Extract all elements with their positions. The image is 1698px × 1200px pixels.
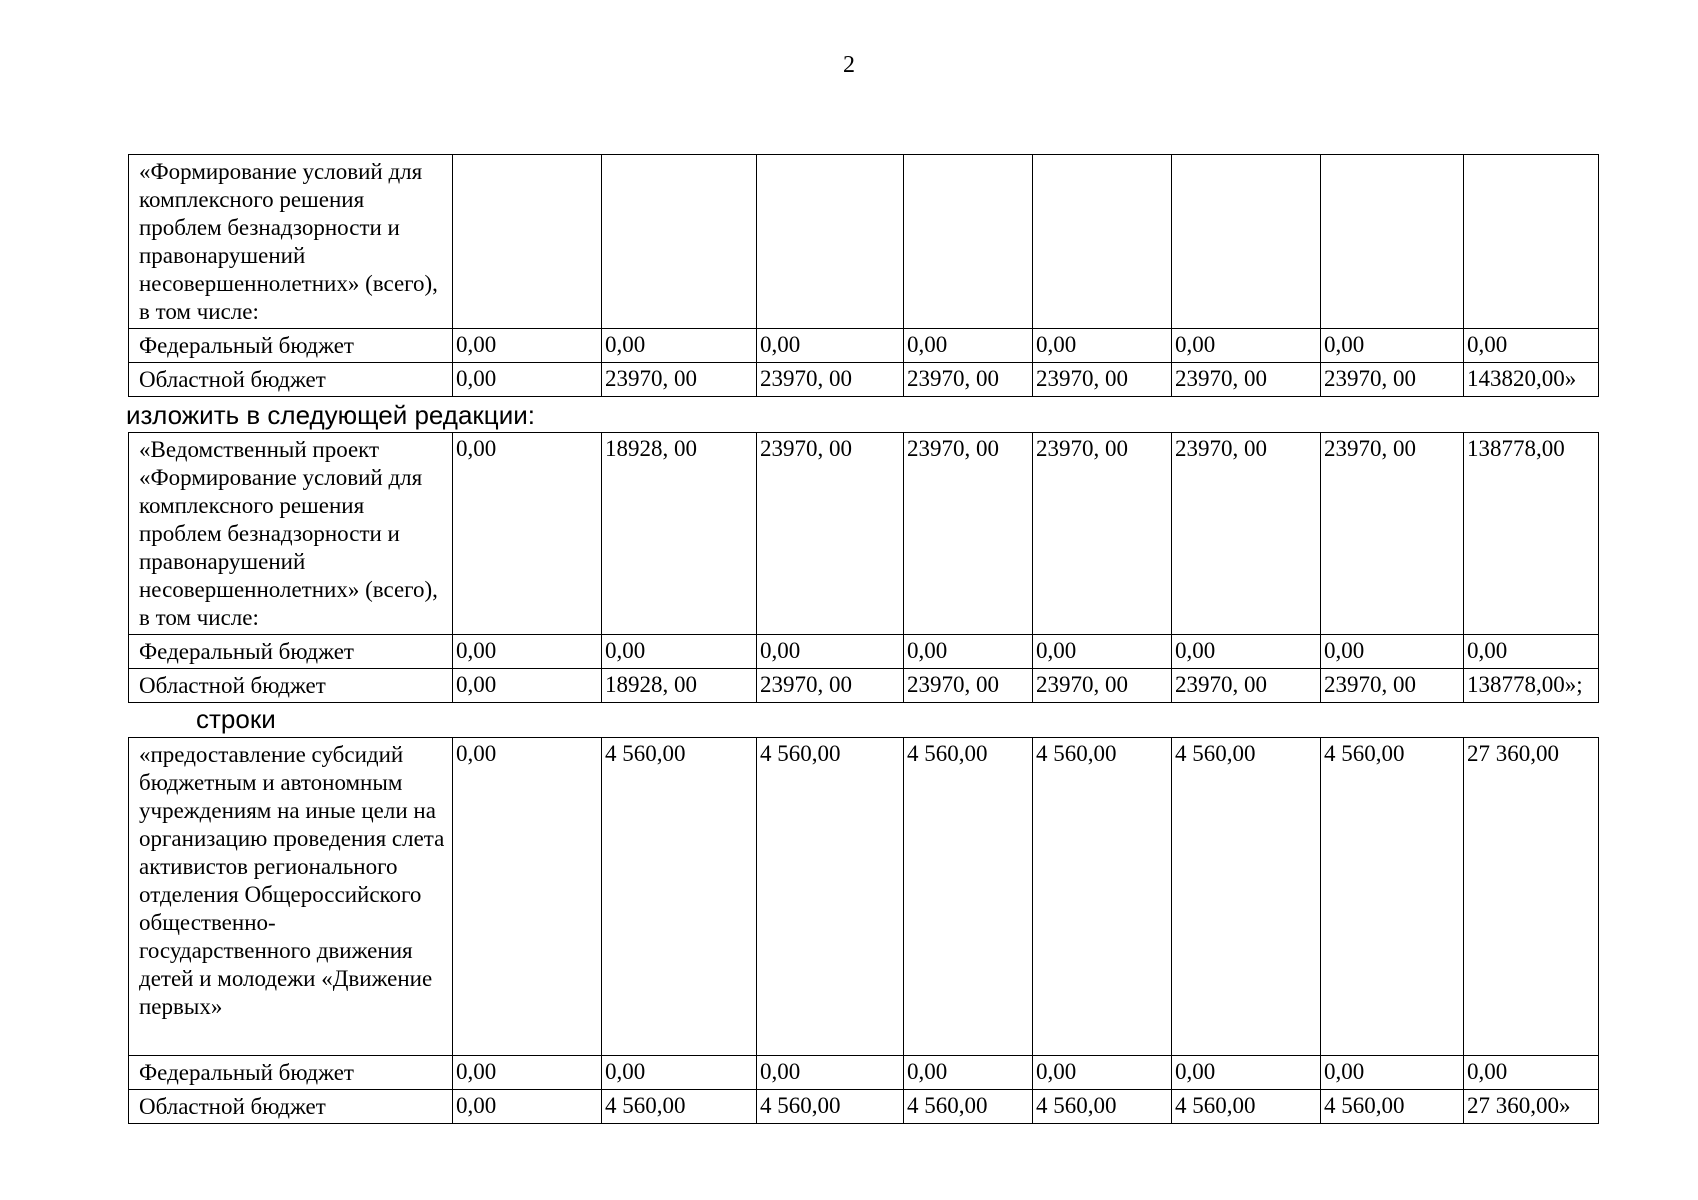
value-cell: 23970, 00 xyxy=(1321,363,1464,397)
value-cell: 4 560,00 xyxy=(1172,1090,1321,1124)
value-cell: 27 360,00» xyxy=(1464,1090,1599,1124)
value-cell: 23970, 00 xyxy=(757,669,904,703)
instruction-text: изложить в следующей редакции: xyxy=(126,400,535,430)
value-cell: 0,00 xyxy=(757,1056,904,1090)
row-label: Федеральный бюджет xyxy=(129,329,453,363)
value-cell: 4 560,00 xyxy=(1033,738,1172,1056)
value-cell: 0,00 xyxy=(602,635,757,669)
row-label: Областной бюджет xyxy=(129,669,453,703)
value-cell: 23970, 00 xyxy=(757,363,904,397)
value-cell: 4 560,00 xyxy=(602,1090,757,1124)
value-cell: 23970, 00 xyxy=(602,363,757,397)
table-row xyxy=(129,738,1599,1056)
row-label: Федеральный бюджет xyxy=(129,635,453,669)
value-cell: 0,00 xyxy=(1464,635,1599,669)
value-cell: 0,00 xyxy=(1033,329,1172,363)
value-cell xyxy=(1033,155,1172,329)
value-cell: 0,00 xyxy=(1321,1056,1464,1090)
value-cell: 23970, 00 xyxy=(1172,669,1321,703)
budget-table-original xyxy=(128,154,1599,397)
budget-table-subsidies xyxy=(128,737,1599,1124)
row-label: «Формирование условий для комплексного решения проблем безнадзорности и правонарушений несовершеннолетних» (всего), в том числе: xyxy=(129,155,453,329)
table-row xyxy=(129,1056,1599,1090)
value-cell: 0,00 xyxy=(1321,635,1464,669)
value-cell xyxy=(1172,155,1321,329)
value-cell: 0,00 xyxy=(757,635,904,669)
value-cell: 4 560,00 xyxy=(904,1090,1033,1124)
value-cell xyxy=(602,155,757,329)
value-cell: 0,00 xyxy=(904,1056,1033,1090)
value-cell: 4 560,00 xyxy=(904,738,1033,1056)
row-label: «предоставление субсидий бюджетным и автономным учреждениям на иные цели на организацию проведения слета активистов регионального отделения Общероссийского общественно-государственного движения детей и молодежи «Движение первых» xyxy=(129,738,453,1056)
value-cell: 23970, 00 xyxy=(1033,433,1172,635)
value-cell: 0,00 xyxy=(602,329,757,363)
table-row xyxy=(129,669,1599,703)
value-cell: 27 360,00 xyxy=(1464,738,1599,1056)
value-cell: 0,00 xyxy=(1464,329,1599,363)
page-number: 2 xyxy=(843,52,855,78)
value-cell: 0,00 xyxy=(453,738,602,1056)
value-cell: 0,00 xyxy=(453,329,602,363)
table-row xyxy=(129,433,1599,635)
value-cell: 23970, 00 xyxy=(1033,669,1172,703)
value-cell: 0,00 xyxy=(1464,1056,1599,1090)
value-cell: 4 560,00 xyxy=(602,738,757,1056)
table-row xyxy=(129,329,1599,363)
value-cell: 4 560,00 xyxy=(1033,1090,1172,1124)
value-cell: 0,00 xyxy=(453,1056,602,1090)
value-cell: 0,00 xyxy=(1033,1056,1172,1090)
table-row xyxy=(129,155,1599,329)
value-cell: 0,00 xyxy=(1172,329,1321,363)
table-row xyxy=(129,363,1599,397)
value-cell: 0,00 xyxy=(453,669,602,703)
row-label: «Ведомственный проект «Формирование условий для комплексного решения проблем безнадзорности и правонарушений несовершеннолетних» (всего), в том числе: xyxy=(129,433,453,635)
value-cell: 143820,00» xyxy=(1464,363,1599,397)
instruction-text: строки xyxy=(196,704,276,734)
table-row xyxy=(129,635,1599,669)
value-cell: 0,00 xyxy=(453,433,602,635)
value-cell: 4 560,00 xyxy=(1321,1090,1464,1124)
value-cell: 0,00 xyxy=(453,363,602,397)
value-cell xyxy=(1321,155,1464,329)
value-cell: 0,00 xyxy=(757,329,904,363)
value-cell: 23970, 00 xyxy=(1321,669,1464,703)
table-row xyxy=(129,1090,1599,1124)
value-cell: 0,00 xyxy=(453,635,602,669)
row-label: Федеральный бюджет xyxy=(129,1056,453,1090)
value-cell: 4 560,00 xyxy=(1172,738,1321,1056)
row-label: Областной бюджет xyxy=(129,363,453,397)
value-cell: 0,00 xyxy=(1033,635,1172,669)
row-label: Областной бюджет xyxy=(129,1090,453,1124)
value-cell: 0,00 xyxy=(602,1056,757,1090)
value-cell: 23970, 00 xyxy=(904,363,1033,397)
value-cell: 23970, 00 xyxy=(1172,433,1321,635)
value-cell: 0,00 xyxy=(1321,329,1464,363)
value-cell: 0,00 xyxy=(453,1090,602,1124)
value-cell: 0,00 xyxy=(1172,635,1321,669)
value-cell: 18928, 00 xyxy=(602,669,757,703)
value-cell: 4 560,00 xyxy=(757,738,904,1056)
value-cell: 23970, 00 xyxy=(1321,433,1464,635)
value-cell: 18928, 00 xyxy=(602,433,757,635)
value-cell: 23970, 00 xyxy=(757,433,904,635)
value-cell: 138778,00»; xyxy=(1464,669,1599,703)
value-cell: 4 560,00 xyxy=(1321,738,1464,1056)
value-cell: 0,00 xyxy=(1172,1056,1321,1090)
value-cell: 0,00 xyxy=(904,635,1033,669)
value-cell xyxy=(757,155,904,329)
value-cell: 23970, 00 xyxy=(904,669,1033,703)
value-cell: 23970, 00 xyxy=(904,433,1033,635)
value-cell: 23970, 00 xyxy=(1172,363,1321,397)
value-cell xyxy=(1464,155,1599,329)
value-cell: 4 560,00 xyxy=(757,1090,904,1124)
value-cell: 23970, 00 xyxy=(1033,363,1172,397)
value-cell xyxy=(453,155,602,329)
value-cell xyxy=(904,155,1033,329)
value-cell: 138778,00 xyxy=(1464,433,1599,635)
budget-table-revised xyxy=(128,432,1599,703)
value-cell: 0,00 xyxy=(904,329,1033,363)
